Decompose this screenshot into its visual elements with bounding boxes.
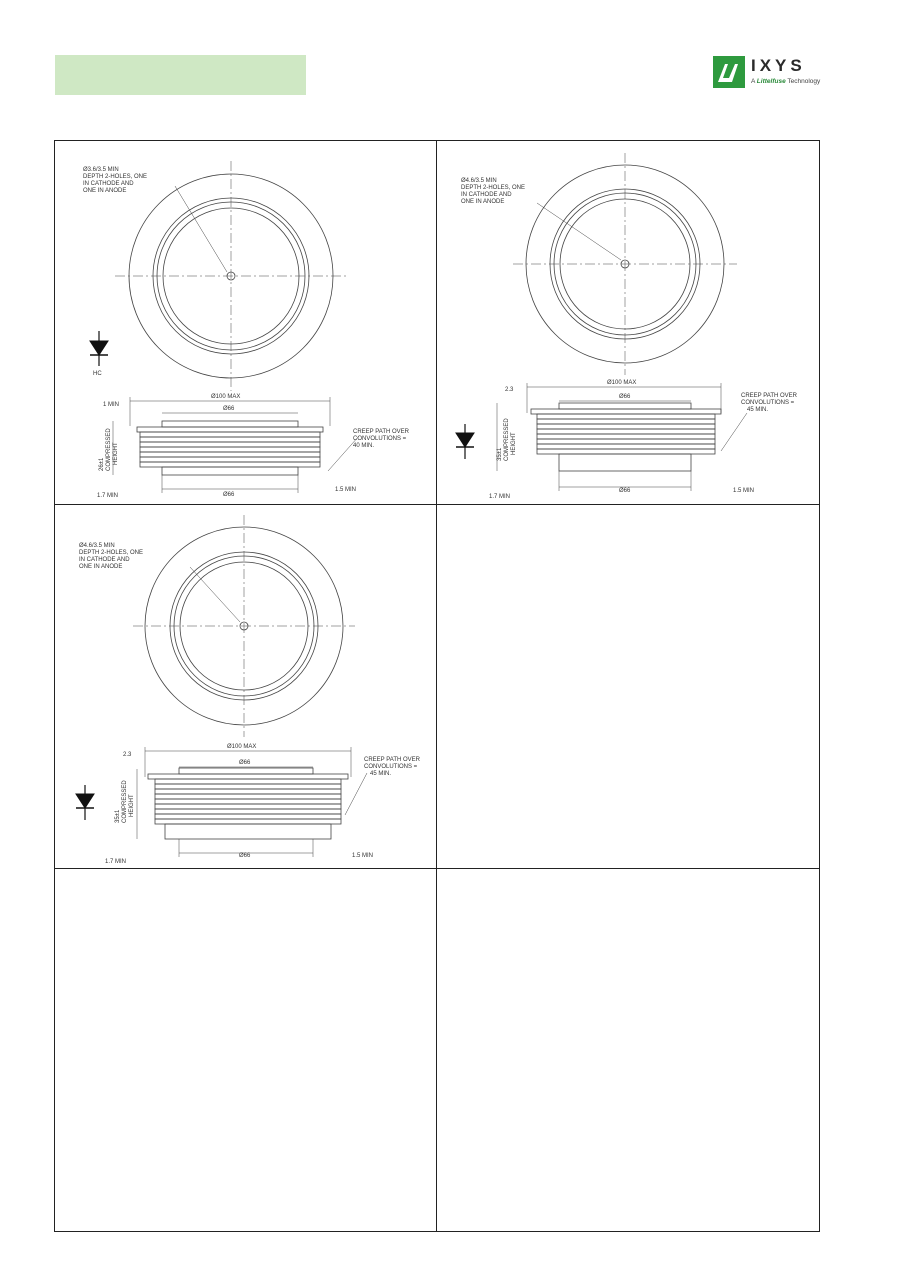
creep-line-3: 40 MIN. <box>353 443 375 449</box>
drawing-cell-1 <box>55 141 436 504</box>
base-gap-label: 1.7 MIN <box>97 493 119 499</box>
logo-tagline <box>751 78 820 85</box>
hole-note-line-4: ONE IN ANODE <box>461 199 505 205</box>
package-drawing-3 <box>55 505 436 868</box>
flange-label: 1 MIN <box>103 402 120 408</box>
creep-line-2: CONVOLUTIONS = <box>741 400 795 406</box>
height-line-2: COMPRESSED <box>122 780 128 823</box>
package-drawing-2 <box>437 141 819 504</box>
hole-note-line-2: DEPTH 2-HOLES, ONE <box>79 550 144 556</box>
logo-brand: IXYS <box>751 56 806 75</box>
creep-line-1: CREEP PATH OVER <box>353 429 410 435</box>
bottom-diameter-label: Ø66 <box>223 492 235 498</box>
bottom-gap-label: 1.5 MIN <box>335 487 357 493</box>
creep-line-2: CONVOLUTIONS = <box>364 764 418 770</box>
flange-label: 2.3 <box>123 752 132 758</box>
top-diameter-label: Ø66 <box>239 760 251 766</box>
creep-line-2: CONVOLUTIONS = <box>353 436 407 442</box>
height-line-2: COMPRESSED <box>106 428 112 471</box>
hole-note-line-1: Ø3.6/3.5 MIN <box>83 167 119 173</box>
ixys-logo <box>713 54 823 90</box>
tagline-prefix: A <box>751 78 755 85</box>
creep-line-3: 45 MIN. <box>747 407 769 413</box>
height-line-3: HEIGHT <box>129 794 135 817</box>
height-line-1: 35±1 <box>497 447 503 461</box>
height-line-1: 26±1 <box>99 457 105 471</box>
hole-note-line-2: DEPTH 2-HOLES, ONE <box>83 174 148 180</box>
hole-note-line-3: IN CATHODE AND <box>79 557 130 563</box>
height-line-2: COMPRESSED <box>504 418 510 461</box>
creep-line-1: CREEP PATH OVER <box>741 393 798 399</box>
top-diameter-label: Ø66 <box>619 394 631 400</box>
outer-diameter-label: Ø100 MAX <box>227 744 257 750</box>
package-drawing-1 <box>55 141 436 504</box>
bottom-diameter-label: Ø66 <box>239 853 251 859</box>
outer-diameter-label: Ø100 MAX <box>607 380 637 386</box>
hole-note-line-2: DEPTH 2-HOLES, ONE <box>461 185 526 191</box>
height-line-3: HEIGHT <box>113 442 119 465</box>
outer-diameter-label: Ø100 MAX <box>211 394 241 400</box>
height-line-1: 35±1 <box>115 809 121 823</box>
grid-divider-horizontal-2 <box>54 868 820 869</box>
hole-note-line-3: IN CATHODE AND <box>83 181 134 187</box>
base-gap-label: 1.7 MIN <box>105 859 127 865</box>
creep-line-3: 45 MIN. <box>370 771 392 777</box>
creep-line-1: CREEP PATH OVER <box>364 757 421 763</box>
hole-note-line-4: ONE IN ANODE <box>79 564 123 570</box>
tagline-suffix: Technology <box>787 78 821 85</box>
diode-symbol-icon <box>90 331 108 366</box>
bottom-gap-label: 1.5 MIN <box>352 853 374 859</box>
tagline-brand: Littelfuse <box>756 78 786 85</box>
height-line-3: HEIGHT <box>511 432 517 455</box>
hole-note-line-4: ONE IN ANODE <box>83 188 127 194</box>
symbol-label: HC <box>93 371 102 377</box>
header-bar <box>55 55 306 95</box>
hole-note-line-1: Ø4.6/3.5 MIN <box>461 178 497 184</box>
bottom-diameter-label: Ø66 <box>619 488 631 494</box>
logo-mark-icon <box>713 56 745 88</box>
flange-label: 2.3 <box>505 387 514 393</box>
drawing-cell-2 <box>437 141 819 504</box>
diode-symbol-icon <box>456 424 474 459</box>
diode-symbol-icon <box>76 785 94 820</box>
bottom-gap-label: 1.5 MIN <box>733 488 755 494</box>
top-diameter-label: Ø66 <box>223 406 235 412</box>
hole-note-line-3: IN CATHODE AND <box>461 192 512 198</box>
base-gap-label: 1.7 MIN <box>489 494 511 500</box>
hole-note-line-1: Ø4.6/3.5 MIN <box>79 543 115 549</box>
drawing-cell-3 <box>55 505 436 868</box>
